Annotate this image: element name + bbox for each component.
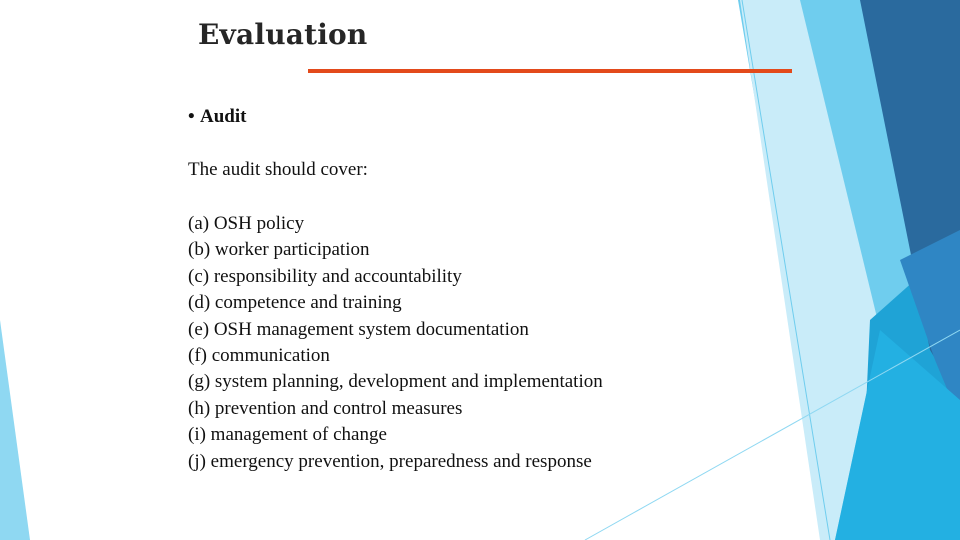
- list-item: (a) OSH policy: [188, 213, 305, 234]
- bullet-marker: •: [188, 106, 195, 127]
- bullet-heading: [188, 106, 246, 128]
- audit-items-list: [188, 211, 603, 475]
- deco-pale-left-triangle: [0, 320, 30, 540]
- list-item: (b) worker participation: [188, 239, 370, 261]
- list-item: (d) competence and training: [188, 292, 402, 314]
- list-item: (i) management of change: [188, 424, 387, 446]
- list-item: (c) responsibility and accountability: [188, 265, 462, 287]
- list-item: (e) OSH management system documentation: [188, 318, 529, 340]
- list-item: (g) system planning, development and implementation: [188, 371, 603, 393]
- list-item: (j) emergency prevention, preparedness and response: [188, 450, 592, 472]
- list-item: (f) communication: [188, 345, 330, 367]
- title-underline-rule: [308, 69, 792, 73]
- intro-text: The audit should cover:: [188, 159, 368, 180]
- list-item: (h) prevention and control measures: [188, 397, 463, 419]
- slide-title: Evaluation: [198, 18, 368, 51]
- bullet-heading-label: Audit: [200, 106, 247, 127]
